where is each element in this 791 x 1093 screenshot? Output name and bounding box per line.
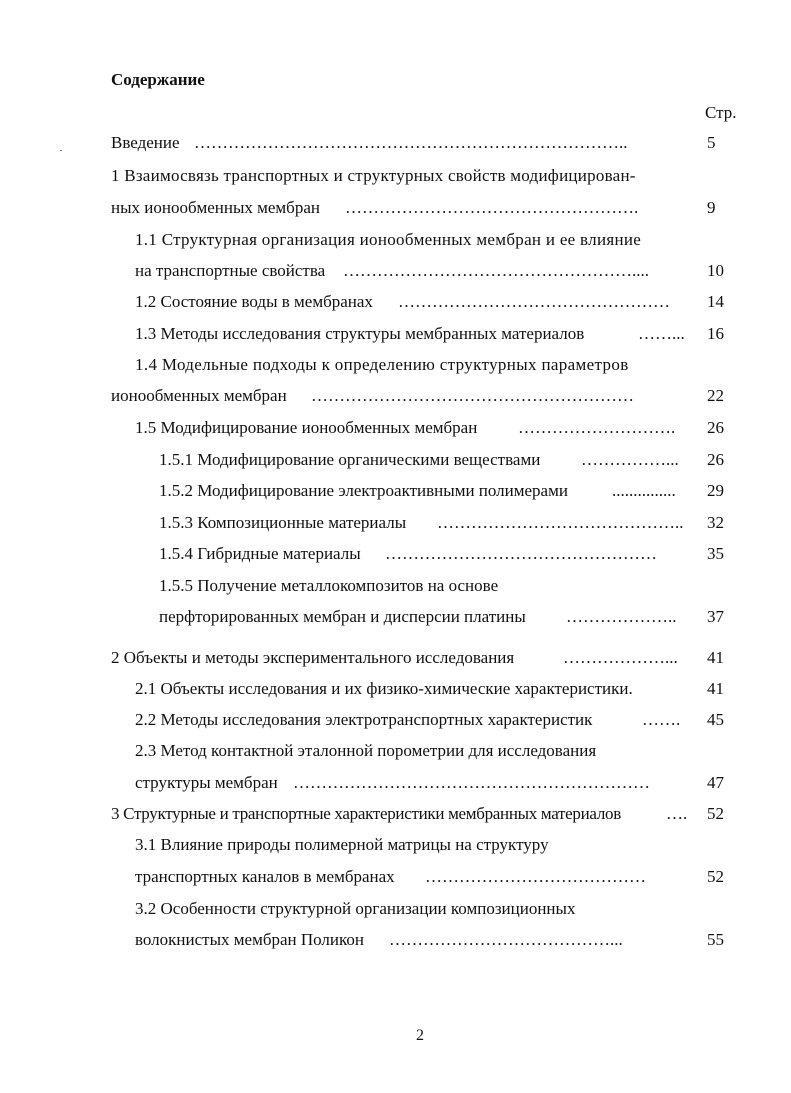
- toc-leader-dots: ……………………………………..: [437, 513, 684, 532]
- toc-leader-dots: ………………..: [566, 607, 677, 626]
- toc-entry-continuation: транспортных каналов в мембранах: [135, 867, 395, 886]
- toc-entry-2-1[interactable]: [135, 677, 724, 701]
- toc-entry-title: 1.5.2 Модифицирование электроактивными полимерами: [159, 481, 568, 500]
- toc-leader-dots: ...............: [612, 481, 676, 500]
- toc-entry-title: 1.5.1 Модифицирование органическими веществами: [159, 450, 541, 469]
- toc-entry-1-4[interactable]: [135, 353, 720, 377]
- toc-page-number: 47: [707, 773, 724, 792]
- toc-entry-continuation: волокнистых мембран Поликон: [135, 930, 365, 949]
- toc-entry-1-5-3[interactable]: [159, 511, 724, 535]
- toc-page-number: 10: [707, 261, 724, 280]
- toc-leader-dots: ……………...: [581, 450, 679, 469]
- toc-entry-1-5-5-cont[interactable]: [159, 605, 724, 629]
- toc-leader-dots: ……...: [638, 324, 685, 343]
- toc-entry-3-1[interactable]: [135, 833, 720, 857]
- footer-page-number: 2: [416, 1027, 424, 1044]
- toc-page-number: 26: [707, 418, 724, 437]
- toc-entry-title: 1.4 Модельные подходы к определению структурных параметров: [135, 355, 629, 374]
- toc-page-number: 29: [707, 481, 724, 500]
- toc-entry-1-4-cont[interactable]: [111, 384, 724, 408]
- toc-entry-chapter-2[interactable]: [111, 646, 724, 670]
- toc-page-number: 52: [707, 867, 724, 886]
- toc-entry-continuation: ионообменных мембран: [111, 386, 287, 405]
- toc-leader-dots: ………………………………………………………: [293, 773, 650, 792]
- toc-entry-title: 1.3 Методы исследования структуры мембранных материалов: [135, 324, 585, 343]
- toc-leader-dots: …………………………………: [425, 867, 646, 886]
- toc-page-number: 52: [707, 804, 724, 823]
- toc-entry-continuation: перфторированных мембран и дисперсии платины: [159, 607, 526, 626]
- toc-leader-dots: …………………………………………: [385, 544, 657, 563]
- toc-entry-1-3[interactable]: [135, 322, 724, 346]
- toc-entry-1-5-1[interactable]: [159, 448, 724, 472]
- toc-entry-title: 2 Объекты и методы экспериментального исследования: [111, 648, 515, 667]
- toc-entry-2-3-cont[interactable]: [135, 771, 724, 795]
- toc-entry-1-1-cont[interactable]: [135, 259, 724, 283]
- toc-entry-1-5-5[interactable]: [159, 574, 720, 598]
- toc-entry-title: 1.5.5 Получение металлокомпозитов на основе: [159, 576, 499, 595]
- toc-entry-1-2[interactable]: [135, 290, 724, 314]
- toc-leader-dots: …………………………………………………: [311, 386, 634, 405]
- toc-leader-dots: ….: [666, 804, 688, 823]
- toc-entry-title: 3.1 Влияние природы полимерной матрицы на структуру: [135, 835, 549, 854]
- toc-entry-1-5-4[interactable]: [159, 542, 724, 566]
- toc-entry-title: 3.2 Особенности структурной организации композиционных: [135, 899, 576, 918]
- toc-leader-dots: …….: [642, 710, 681, 729]
- toc-entry-title: 1.2 Состояние воды в мембранах: [135, 292, 373, 311]
- toc-leader-dots: ……………………………………………....: [343, 261, 649, 280]
- toc-entry-continuation: ных ионообменных мембран: [111, 198, 320, 217]
- toc-entry-2-3[interactable]: [135, 739, 720, 763]
- toc-page-number: 35: [707, 544, 724, 563]
- toc-leader-dots: …………………………………………………………………..: [194, 133, 628, 152]
- toc-leader-dots: ………………...: [563, 648, 678, 667]
- page-column-header: Стр.: [705, 103, 737, 122]
- toc-leader-dots: …………………………………………: [398, 292, 670, 311]
- toc-entry-continuation: структуры мембран: [135, 773, 278, 792]
- toc-page-number: 22: [707, 386, 724, 405]
- toc-entry-1-1[interactable]: [135, 228, 720, 252]
- toc-entry-3-2[interactable]: [135, 897, 720, 921]
- toc-entry-3-2-cont[interactable]: [135, 928, 724, 952]
- toc-entry-title: Введение: [111, 133, 180, 152]
- toc-entry-1-5[interactable]: [135, 416, 724, 440]
- toc-entry-3-1-cont[interactable]: [135, 865, 724, 889]
- toc-entry-introduction[interactable]: [111, 131, 720, 155]
- toc-entry-1-5-2[interactable]: [159, 479, 724, 503]
- toc-leader-dots: ……………………….: [518, 418, 676, 437]
- toc-page-number: 45: [707, 710, 724, 729]
- toc-entry-chapter-3[interactable]: [111, 802, 724, 826]
- toc-leader-dots: …………………………………………….: [345, 198, 639, 217]
- toc-entry-title: 1.1 Структурная организация ионообменных мембран и ее влияние: [135, 230, 642, 249]
- toc-entry-title: 2.2 Методы исследования электротранспортных характеристик: [135, 710, 593, 729]
- toc-page-number: 26: [707, 450, 724, 469]
- toc-entry-title: 3 Структурные и транспортные характеристики мембранных материалов: [111, 804, 621, 823]
- toc-entry-title: 1.5.4 Гибридные материалы: [159, 544, 361, 563]
- toc-entry-2-2[interactable]: [135, 708, 724, 732]
- toc-leader-dots: …………………………………...: [389, 930, 623, 949]
- toc-entry-title: 2.3 Метод контактной эталонной порометрии для исследования: [135, 741, 597, 760]
- toc-page-number: 41: [707, 679, 724, 698]
- toc-page-number: 14: [707, 292, 724, 311]
- toc-page-number: 16: [707, 324, 724, 343]
- toc-page-number: 37: [707, 607, 724, 626]
- toc-page-number: 9: [707, 198, 716, 217]
- toc-entry-title: 1.5.3 Композиционные материалы: [159, 513, 407, 532]
- toc-entry-chapter-1-cont[interactable]: [111, 196, 720, 220]
- toc-page-number: 5: [707, 133, 716, 152]
- toc-page-number: 32: [707, 513, 724, 532]
- scan-speck: [60, 150, 62, 151]
- toc-entry-chapter-1[interactable]: [111, 164, 720, 188]
- toc-page-number: 41: [707, 648, 724, 667]
- toc-entry-title: 1.5 Модифицирование ионообменных мембран: [135, 418, 478, 437]
- toc-entry-title: 2.1 Объекты исследования и их физико-химические характеристики.: [135, 679, 633, 698]
- toc-entry-continuation: на транспортные свойства: [135, 261, 326, 280]
- toc-page-number: 55: [707, 930, 724, 949]
- toc-entry-title: 1 Взаимосвязь транспортных и структурных свойств модифицирован-: [111, 166, 636, 185]
- page-title: Содержание: [111, 70, 205, 89]
